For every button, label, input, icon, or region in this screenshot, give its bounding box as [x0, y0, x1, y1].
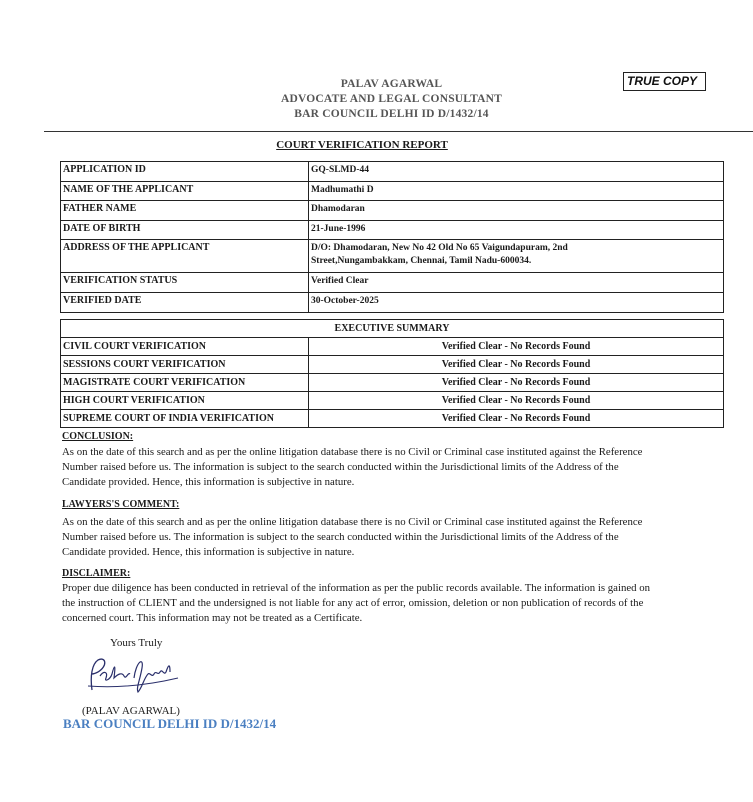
executive-summary-table [60, 319, 724, 428]
text-line: As on the date of this search and as per the online litigation database there is no Civil or Criminal case instituted against the Reference [62, 516, 643, 528]
table-row [61, 181, 724, 201]
row-value: Verified Clear [309, 273, 724, 293]
row-label: MAGISTRATE COURT VERIFICATION [61, 374, 309, 392]
signatory-name: (PALAV AGARWAL) [82, 705, 180, 717]
row-label: DATE OF BIRTH [61, 220, 309, 240]
text-line: As on the date of this search and as per the online litigation database there is no Civil or Criminal case instituted against the Reference [62, 446, 643, 458]
address-line-2: Street,Nungambakkam, Chennai, Tamil Nadu-600034. [311, 256, 532, 267]
row-value: Madhumathi D [309, 181, 724, 201]
table-row [61, 292, 724, 312]
text-line: Candidate provided. Hence, this information is subjective in nature. [62, 476, 355, 488]
text-line: Candidate provided. Hence, this information is subjective in nature. [62, 546, 355, 558]
lawyers-comment-text [62, 515, 722, 560]
table-row [61, 240, 724, 273]
table-row [61, 273, 724, 293]
row-value: Verified Clear - No Records Found [309, 410, 724, 428]
table-row [61, 410, 724, 428]
lawyers-comment-heading: LAWYERS'S COMMENT: [62, 499, 180, 510]
table-row [61, 392, 724, 410]
row-label: VERIFICATION STATUS [61, 273, 309, 293]
row-label: VERIFIED DATE [61, 292, 309, 312]
applicant-details-table [60, 161, 724, 313]
row-value: GQ-SLMD-44 [309, 162, 724, 182]
table-row [61, 356, 724, 374]
row-value: 30-October-2025 [309, 292, 724, 312]
text-line: Number raised before us. The information is subject to the search conducted within the Jurisdictional limits of the Address of the [62, 531, 619, 543]
row-value: Verified Clear - No Records Found [309, 356, 724, 374]
report-title: COURT VERIFICATION REPORT [276, 139, 448, 151]
signatory-bar-council-id: BAR COUNCIL DELHI ID D/1432/14 [63, 716, 277, 731]
row-label: SUPREME COURT OF INDIA VERIFICATION [61, 410, 309, 428]
advocate-name: PALAV AGARWAL [340, 78, 443, 90]
table-row [61, 374, 724, 392]
address-line-1: D/O: Dhamodaran, New No 42 Old No 65 Vaigundapuram, 2nd [311, 243, 568, 254]
row-label: SESSIONS COURT VERIFICATION [61, 356, 309, 374]
row-value: Verified Clear - No Records Found [309, 374, 724, 392]
disclaimer-heading: DISCLAIMER: [62, 568, 131, 579]
yours-truly: Yours Truly [110, 637, 163, 649]
text-line: Number raised before us. The information is subject to the search conducted within the Jurisdictional limits of the Address of the [62, 461, 619, 473]
table-row [61, 220, 724, 240]
bar-council-id: BAR COUNCIL DELHI ID D/1432/14 [294, 108, 489, 120]
row-label: FATHER NAME [61, 201, 309, 221]
summary-title: EXECUTIVE SUMMARY [61, 320, 724, 338]
conclusion-heading: CONCLUSION: [62, 431, 134, 442]
row-label: HIGH COURT VERIFICATION [61, 392, 309, 410]
row-label: ADDRESS OF THE APPLICANT [61, 240, 309, 273]
table-row [61, 201, 724, 221]
text-line: Proper due diligence has been conducted in retrieval of the information as per the public records available. The information is gained on [62, 582, 651, 594]
row-value: Dhamodaran [309, 201, 724, 221]
row-value: 21-June-1996 [309, 220, 724, 240]
table-row [61, 338, 724, 356]
true-copy-stamp: TRUE COPY [623, 72, 706, 91]
advocate-designation: ADVOCATE AND LEGAL CONSULTANT [280, 93, 503, 105]
conclusion-text [62, 445, 722, 490]
row-label: CIVIL COURT VERIFICATION [61, 338, 309, 356]
text-line: the instruction of CLIENT and the undersigned is not liable for any act of error, omission, deletion or non publication of records of the [62, 597, 644, 609]
text-line: concerned court. This information may not be treated as a Certificate. [62, 612, 363, 624]
header-divider [44, 131, 753, 132]
handwritten-signature [84, 652, 184, 698]
row-value: Verified Clear - No Records Found [309, 338, 724, 356]
table-row [61, 162, 724, 182]
row-value: Verified Clear - No Records Found [309, 392, 724, 410]
table-header-row [61, 320, 724, 338]
row-label: NAME OF THE APPLICANT [61, 181, 309, 201]
row-value [309, 240, 724, 273]
disclaimer-text [62, 581, 722, 626]
row-label: APPLICATION ID [61, 162, 309, 182]
